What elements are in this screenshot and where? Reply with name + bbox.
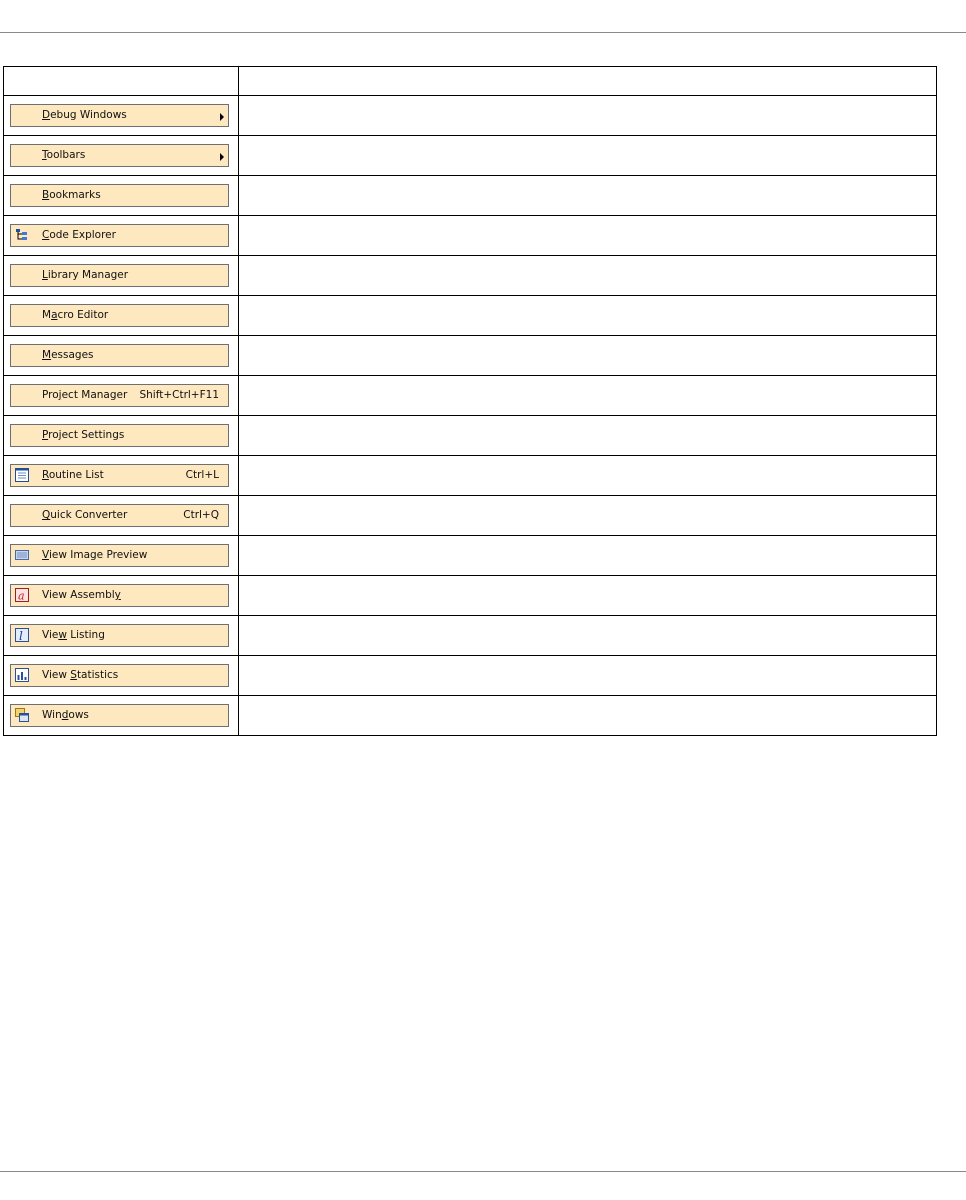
menu-cell	[4, 576, 239, 616]
menu-cell	[4, 376, 239, 416]
image-preview-icon	[15, 548, 29, 562]
description-cell	[239, 696, 937, 736]
table-row	[4, 416, 937, 456]
table-row	[4, 576, 937, 616]
accelerator-key: d	[61, 709, 69, 721]
table-row	[4, 136, 937, 176]
menu-item-bookmarks[interactable]	[10, 184, 229, 207]
description-cell	[239, 176, 937, 216]
description-cell	[239, 536, 937, 576]
menu-item-label: View Statistics	[42, 669, 119, 681]
table-row	[4, 216, 937, 256]
submenu-arrow-icon	[220, 153, 224, 161]
accelerator-key: j	[58, 389, 62, 401]
table-row	[4, 336, 937, 376]
menu-item-windows[interactable]	[10, 704, 229, 727]
menu-item-view-listing[interactable]	[10, 624, 229, 647]
accelerator-key: D	[42, 109, 51, 121]
table-row	[4, 696, 937, 736]
assembly-icon	[15, 588, 29, 602]
menu-item-view-image-preview[interactable]	[10, 544, 229, 567]
menu-item-label: View Assembly	[42, 589, 121, 601]
windows-icon	[15, 708, 29, 722]
accelerator-key: S	[70, 669, 77, 681]
accelerator-key: V	[42, 549, 49, 561]
table-row	[4, 96, 937, 136]
menu-cell	[4, 336, 239, 376]
menu-item-label: Project Settings	[42, 429, 125, 441]
menu-item-label: View Image Preview	[42, 549, 148, 561]
table-row	[4, 536, 937, 576]
description-cell	[239, 456, 937, 496]
view-menu-table	[3, 66, 937, 736]
menu-item-label: Quick Converter	[42, 509, 128, 521]
menu-item-view-assembly[interactable]	[10, 584, 229, 607]
menu-cell	[4, 296, 239, 336]
description-cell	[239, 616, 937, 656]
description-cell	[239, 136, 937, 176]
svg-text:l: l	[19, 629, 23, 642]
menu-item-label: Bookmarks	[42, 189, 101, 201]
description-cell	[239, 656, 937, 696]
table-row	[4, 296, 937, 336]
code-explorer-icon	[15, 228, 29, 242]
menu-item-label: Toolbars	[42, 149, 86, 161]
menu-item-shortcut: Ctrl+L	[185, 469, 219, 481]
description-cell	[239, 216, 937, 256]
menu-item-label: Macro Editor	[42, 309, 109, 321]
menu-item-label: Messages	[42, 349, 94, 361]
menu-item-toolbars[interactable]	[10, 144, 229, 167]
description-cell	[239, 416, 937, 456]
table-header-row	[4, 67, 937, 96]
description-cell	[239, 256, 937, 296]
accelerator-key: w	[58, 629, 67, 641]
menu-item-macro-editor[interactable]	[10, 304, 229, 327]
menu-cell	[4, 136, 239, 176]
accelerator-key: C	[42, 229, 50, 241]
menu-cell	[4, 176, 239, 216]
menu-item-label: Project Manager	[42, 389, 128, 401]
table-row	[4, 496, 937, 536]
menu-cell	[4, 496, 239, 536]
menu-item-debug-windows[interactable]	[10, 104, 229, 127]
listing-icon	[15, 628, 29, 642]
description-cell	[239, 576, 937, 616]
table-row	[4, 176, 937, 216]
menu-item-code-explorer[interactable]	[10, 224, 229, 247]
description-cell	[239, 496, 937, 536]
description-cell	[239, 376, 937, 416]
menu-item-shortcut: Ctrl+Q	[183, 509, 219, 521]
accelerator-key: y	[114, 589, 121, 601]
header-cell-menu	[4, 67, 239, 96]
menu-item-project-settings[interactable]	[10, 424, 229, 447]
table-row	[4, 456, 937, 496]
submenu-arrow-icon	[220, 113, 224, 121]
menu-cell	[4, 256, 239, 296]
menu-item-view-statistics[interactable]	[10, 664, 229, 687]
top-rule	[0, 32, 966, 33]
menu-cell	[4, 456, 239, 496]
accelerator-key: B	[42, 189, 50, 201]
description-cell	[239, 336, 937, 376]
menu-item-label: Windows	[42, 709, 89, 721]
accelerator-key: P	[42, 429, 49, 441]
menu-cell	[4, 696, 239, 736]
accelerator-key: R	[42, 469, 49, 481]
accelerator-key: L	[42, 269, 48, 281]
table-row	[4, 376, 937, 416]
menu-cell	[4, 96, 239, 136]
statistics-icon	[15, 668, 29, 682]
table-row	[4, 616, 937, 656]
menu-item-project-manager[interactable]	[10, 384, 229, 407]
menu-cell	[4, 216, 239, 256]
menu-cell	[4, 416, 239, 456]
menu-item-label: Debug Windows	[42, 109, 127, 121]
description-cell	[239, 96, 937, 136]
routine-list-icon	[15, 468, 29, 482]
menu-item-quick-converter[interactable]	[10, 504, 229, 527]
menu-item-label: View Listing	[42, 629, 105, 641]
menu-item-shortcut: Shift+Ctrl+F11	[139, 389, 219, 401]
table-row	[4, 656, 937, 696]
svg-text:a: a	[18, 589, 25, 602]
menu-cell	[4, 656, 239, 696]
bottom-rule	[0, 1171, 966, 1172]
menu-cell	[4, 616, 239, 656]
description-cell	[239, 296, 937, 336]
menu-item-messages[interactable]	[10, 344, 229, 367]
header-cell-description	[239, 67, 937, 96]
table-row	[4, 256, 937, 296]
menu-item-label: Library Manager	[42, 269, 129, 281]
accelerator-key: Q	[42, 509, 51, 521]
accelerator-key: T	[42, 149, 47, 161]
accelerator-key: a	[51, 309, 58, 321]
menu-item-library-manager[interactable]	[10, 264, 229, 287]
menu-cell	[4, 536, 239, 576]
menu-item-label: Code Explorer	[42, 229, 116, 241]
accelerator-key: M	[42, 349, 52, 361]
menu-item-label: Routine List	[42, 469, 104, 481]
menu-item-routine-list[interactable]	[10, 464, 229, 487]
